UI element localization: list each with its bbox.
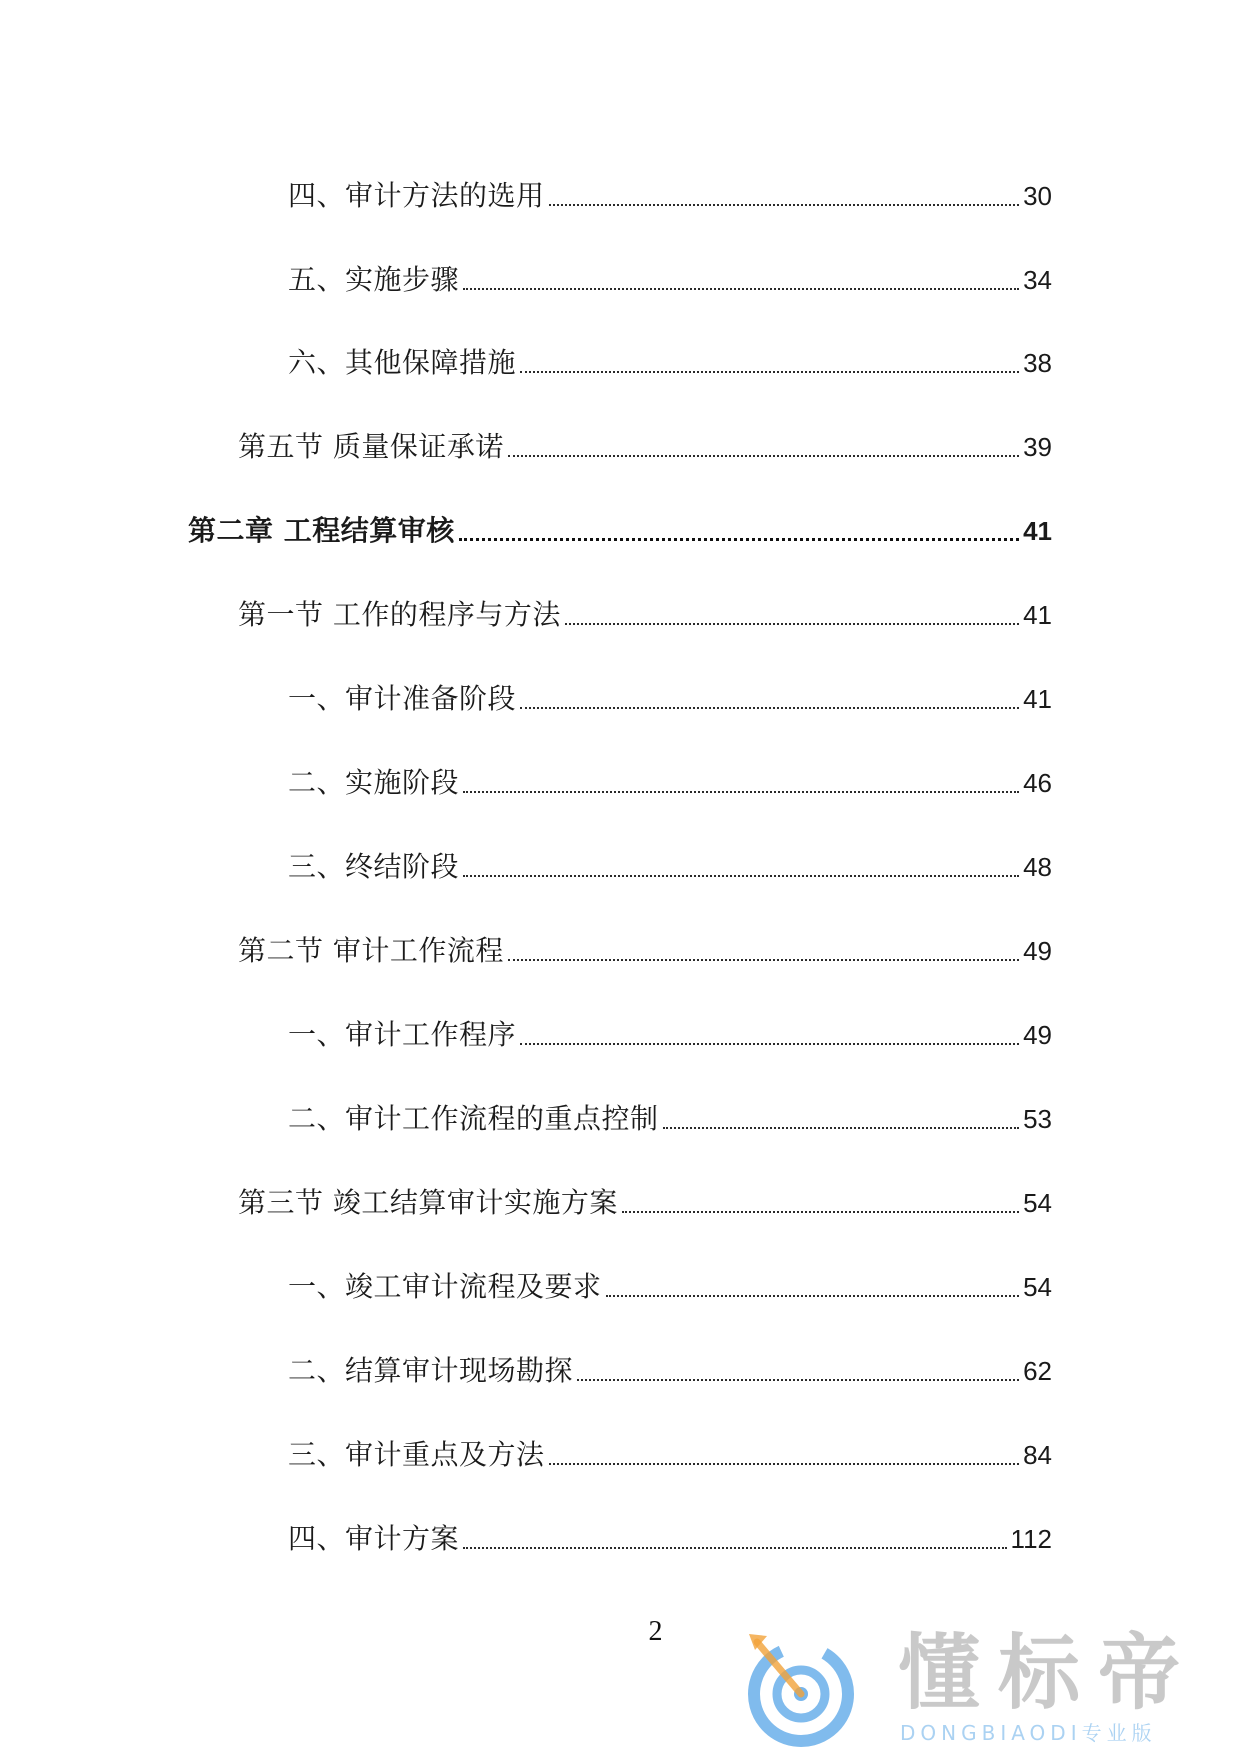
toc-entry-page: 41 <box>1023 600 1052 630</box>
toc-leader-dots <box>622 1211 1019 1213</box>
toc-entry-page: 39 <box>1023 432 1052 462</box>
toc-leader-dots <box>508 455 1019 457</box>
toc-entry-label: 六、其他保障措施 <box>288 346 517 379</box>
toc-entry[interactable] <box>288 1099 1052 1139</box>
toc-entry-label: 第五节 质量保证承诺 <box>238 430 504 463</box>
toc-entry[interactable] <box>288 763 1052 803</box>
page-number: 2 <box>648 1616 663 1647</box>
toc-leader-dots <box>463 791 1019 793</box>
toc-entry-page: 112 <box>1010 1524 1052 1554</box>
toc-entry[interactable] <box>288 343 1052 383</box>
toc-entry[interactable] <box>238 427 1052 467</box>
toc-entry-label: 三、终结阶段 <box>288 850 460 883</box>
toc-entry[interactable] <box>238 595 1052 635</box>
toc-leader-dots <box>577 1379 1019 1381</box>
toc-entry[interactable] <box>288 1015 1052 1055</box>
toc-entry-page: 62 <box>1023 1356 1052 1386</box>
toc-entry-page: 38 <box>1023 348 1052 378</box>
toc-entry[interactable] <box>288 679 1052 719</box>
toc-leader-dots <box>549 1463 1020 1465</box>
toc-entry[interactable] <box>288 260 1052 300</box>
toc-entry[interactable] <box>288 847 1052 887</box>
toc-leader-dots <box>508 959 1019 961</box>
toc-entry-page: 54 <box>1023 1272 1052 1302</box>
toc-entry-page: 53 <box>1023 1104 1052 1134</box>
toc-entry-label: 二、结算审计现场勘探 <box>288 1354 574 1387</box>
toc-entry-page: 41 <box>1023 684 1052 714</box>
toc-entry-label: 一、审计工作程序 <box>288 1018 517 1051</box>
toc-entry-label: 五、实施步骤 <box>288 263 460 296</box>
watermark-title: 懂标帝 <box>898 1626 1199 1721</box>
watermark <box>745 1628 1225 1748</box>
toc-entry-label: 第二节 审计工作流程 <box>238 934 504 967</box>
toc-entry-page: 84 <box>1023 1440 1052 1470</box>
toc-leader-dots <box>520 1043 1019 1045</box>
toc-entry-label: 四、审计方法的选用 <box>288 179 545 212</box>
toc-entry-label: 二、审计工作流程的重点控制 <box>288 1102 659 1135</box>
toc-leader-dots <box>459 538 1019 541</box>
toc-leader-dots <box>549 204 1020 206</box>
toc-entry-page: 48 <box>1023 852 1052 882</box>
toc-leader-dots <box>565 623 1019 625</box>
toc-entry-label: 一、审计准备阶段 <box>288 682 517 715</box>
toc-entry-label: 第三节 竣工结算审计实施方案 <box>238 1186 618 1219</box>
toc-entry[interactable] <box>288 176 1052 216</box>
toc-entry-chapter[interactable] <box>188 511 1052 551</box>
toc-entry[interactable] <box>238 931 1052 971</box>
toc-entry[interactable] <box>288 1519 1052 1559</box>
toc-leader-dots <box>463 1547 1007 1549</box>
toc-entry-page: 34 <box>1023 265 1052 295</box>
toc-leader-dots <box>606 1295 1020 1297</box>
target-arrow-icon <box>745 1628 865 1752</box>
toc-entry-label: 四、审计方案 <box>288 1522 460 1555</box>
toc-entry-label: 一、竣工审计流程及要求 <box>288 1270 602 1303</box>
toc-entry-page: 49 <box>1023 1020 1052 1050</box>
watermark-subtitle: DONGBIAODI专业版 <box>900 1721 1157 1745</box>
toc-leader-dots <box>520 371 1019 373</box>
toc-entry-label: 二、实施阶段 <box>288 766 460 799</box>
toc-entry-label: 三、审计重点及方法 <box>288 1438 545 1471</box>
toc-entry-label: 第二章 工程结算审核 <box>188 514 455 547</box>
toc-leader-dots <box>520 707 1019 709</box>
toc-leader-dots <box>463 288 1019 290</box>
toc-leader-dots <box>463 875 1019 877</box>
toc-entry-page: 41 <box>1023 516 1052 546</box>
toc-entry-page: 30 <box>1023 181 1052 211</box>
toc-entry-page: 49 <box>1023 936 1052 966</box>
toc-entry-page: 46 <box>1023 768 1052 798</box>
toc-entry[interactable] <box>288 1267 1052 1307</box>
toc-entry-page: 54 <box>1023 1188 1052 1218</box>
toc-entry[interactable] <box>238 1183 1052 1223</box>
toc-entry[interactable] <box>288 1351 1052 1391</box>
toc-entry-label: 第一节 工作的程序与方法 <box>238 598 561 631</box>
toc-entry[interactable] <box>288 1435 1052 1475</box>
toc-leader-dots <box>663 1127 1020 1129</box>
